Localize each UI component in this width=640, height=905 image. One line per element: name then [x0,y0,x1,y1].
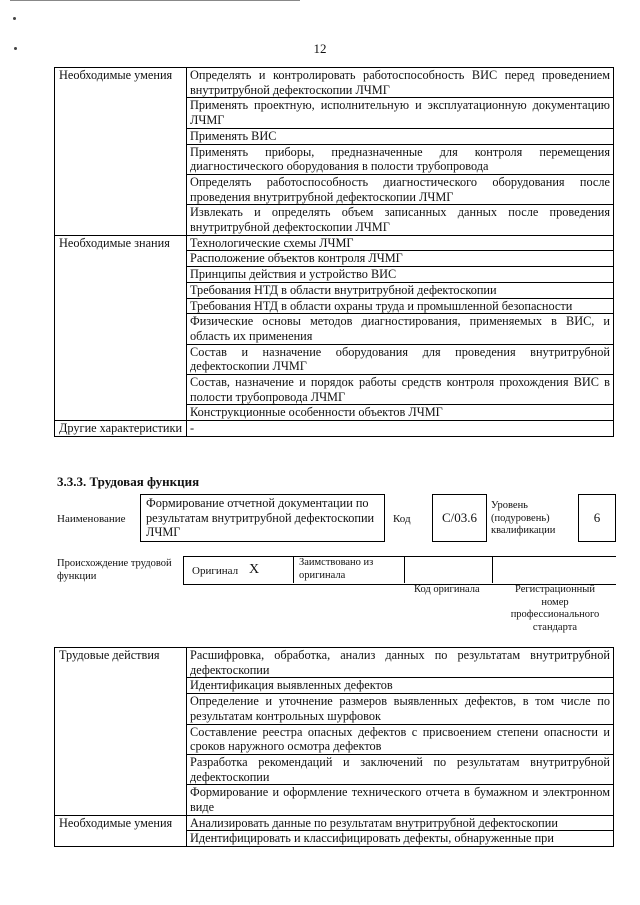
row-item: Определять работоспособность диагностического оборудования после проведения внутритрубной дефектоскопии ЛЧМГ [187,174,614,204]
origin-label: Происхождение трудовой функции [57,558,172,582]
original-mark: X [249,562,260,577]
code-original-label: Код оригинала [414,584,480,595]
row-label: Необходимые знания [55,235,187,420]
level-box [578,494,616,542]
original-label: Оригинал [192,565,239,577]
borrowed-label: Заимствовано из оригинала [299,557,374,581]
table-row [55,235,614,251]
code-value: С/03.6 [441,510,478,525]
level-value: 6 [593,510,601,525]
name-label: Наименование [57,513,126,525]
row-item: Применять проектную, исполнительную и эксплуатационную документацию ЛЧМГ [187,98,614,128]
level-label: Уровень (подуровень) квалификации [491,500,556,536]
page-number: 12 [313,41,327,56]
row-item: Формирование и оформление технического отчета в бумажном и электронном виде [187,785,614,815]
row-item: Разработка рекомендаций и заключений по результатам внутритрубной дефектоскопии [187,754,614,784]
name-box [140,494,385,542]
origin-divider [404,556,405,583]
labor-actions-table [54,647,614,847]
row-item: Определять и контролировать работоспособность ВИС перед проведением внутритрубной дефектоскопии ЛЧМГ [187,68,614,98]
row-item: Составление реестра опасных дефектов с присвоением степени опасности и сроков наружного осмотра дефектов [187,724,614,754]
reg-number-label: Регистрационный номер профессионального стандарта [510,584,600,633]
row-item: Состав и назначение оборудования для проведения внутритрубной дефектоскопии ЛЧМГ [187,344,614,374]
row-item: - [187,421,614,437]
table-row [55,815,614,831]
row-item: Идентификация выявленных дефектов [187,678,614,694]
row-item: Расположение объектов контроля ЛЧМГ [187,251,614,267]
row-item: Конструкционные особенности объектов ЛЧМГ [187,405,614,421]
row-item: Состав, назначение и порядок работы средств контроля прохождения ВИС в полости трубопровода ЛЧМГ [187,375,614,405]
row-label: Трудовые действия [55,648,187,816]
scan-top-line [10,0,300,1]
table-row [55,421,614,437]
row-item: Идентифицировать и классифицировать дефекты, обнаруженные при [187,831,614,847]
table-row [55,68,614,98]
row-item: Применять ВИС [187,128,614,144]
skills-knowledge-table [54,67,614,437]
origin-divider [293,556,294,583]
code-box [432,494,487,542]
row-item: Расшифровка, обработка, анализ данных по результатам внутритрубной дефектоскопии [187,648,614,678]
row-label: Необходимые умения [55,68,187,236]
row-item: Технологические схемы ЛЧМГ [187,235,614,251]
origin-box [183,556,616,585]
scan-dot [13,17,16,20]
row-item: Определение и уточнение размеров выявленных дефектов, в том числе по результатам контрольных шурфовок [187,694,614,724]
section-heading: 3.3.3. Трудовая функция [57,474,200,489]
row-item: Требования НТД в области охраны труда и промышленной безопасности [187,298,614,314]
row-label: Другие характеристики [55,421,187,437]
row-item: Извлекать и определять объем записанных данных после проведения внутритрубной дефектоскопии ЛЧМГ [187,205,614,235]
row-label: Необходимые умения [55,815,187,846]
table-row [55,648,614,678]
code-label: Код [393,513,411,525]
origin-divider [492,556,493,583]
function-name: Формирование отчетной документации по результатам внутритрубной дефектоскопии ЛЧМГ [146,496,375,539]
row-item: Физические основы методов диагностирования, применяемых в ВИС, и область их применения [187,314,614,344]
row-item: Принципы действия и устройство ВИС [187,267,614,283]
row-item: Анализировать данные по результатам внутритрубной дефектоскопии [187,815,614,831]
row-item: Применять приборы, предназначенные для контроля перемещения диагностического оборудования в полости трубопровода [187,144,614,174]
row-item: Требования НТД в области внутритрубной дефектоскопии [187,282,614,298]
